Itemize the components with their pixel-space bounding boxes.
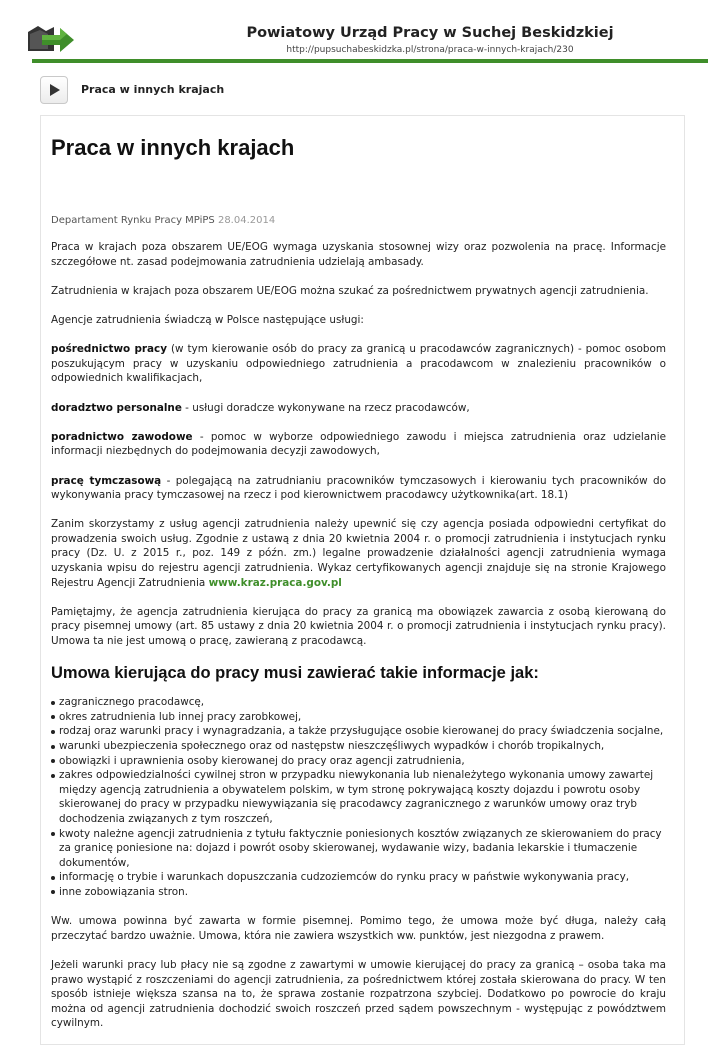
breadcrumb-button[interactable] [40,76,68,104]
service-desc: - usługi doradcze wykonywane na rzecz pracodawców, [181,401,470,414]
list-item: informację o trybie i warunkach dopuszczania cudzoziemców do rynku pracy w państwie wykonywania pracy, [51,870,666,885]
contract-info-list [51,695,666,899]
service-desc: (w tym kierowanie osób do pracy za granicą u pracodawców zagranicznych) - pomoc osobom poszukującym pracy w uzyskaniu odpowiedniego zatrudnienia a pracodawcom w znalezieniu pracowników o odpowiednich kwalifikacjach, [51,343,666,385]
service-desc: - polegającą na zatrudnianiu pracowników tymczasowych i kierowaniu tych pracowników do wykonywania pracy tymczasowej na rzecz i pod kierownictwem pracodawcy użytkownika(art. 18.1) [51,474,666,502]
header-divider [32,59,708,63]
service-item [51,474,666,503]
paragraph-text: Zanim skorzystamy z usług agencji zatrudnienia należy upewnić się czy agencja posiada odpowiedni certyfikat do prowadzenia swoich usług. Zgodnie z ustawą z dnia 20 kwietnia 2004 r. o promocji zatrudnienia i instytucjach rynku pracy (Dz. U. z 2015 r., poz. 149 z późn. zm.) legalne prowadzenie działalności agencji zatrudnienia wymaga uzyskania wpisu do rejestru agencji zatrudnienia. Wykaz certyfikowanych agencji znajduje się na stronie Krajowego Rejestru Agencji Zatrudnienia [51,518,666,589]
article-body [51,240,666,1045]
service-term: pracę tymczasową [51,474,162,487]
service-term: poradnictwo zawodowe [51,430,193,443]
paragraph [51,517,666,590]
service-item [51,401,666,416]
list-item: warunki ubezpieczenia społecznego oraz od następstw nieszczęśliwych wypadków i chorób tropikalnych, [51,739,666,754]
list-item: okres zatrudnienia lub innej pracy zarobkowej, [51,710,666,725]
paragraph: Jeżeli warunki pracy lub płacy nie są zgodne z zawartymi w umowie kierującej do pracy za granicą – osoba taka ma prawo wystąpić z roszczeniami do agencji zatrudnienia, za pośrednictwem której została skierowana do pracy. W ten sposób istnieje większa szansa na to, że sprawa zostanie rozpatrzona szybciej. Dodatkowo po powrocie do kraju można od agencji zatrudnienia dochodzić swoich roszczeń przed sądem powszechnym - występując z powództwem cywilnym. [51,958,666,1030]
list-item: zakres odpowiedzialności cywilnej stron w przypadku niewykonania lub nienależytego wykonania umowy zawartej między agencją zatrudnienia a obywatelem polskim, w tym stronę pokrywającą koszty dojazdu i powrotu osoby skierowanej do pracy w przypadku niewywiązania się pracodawcy zagranicznego z warunków umowy oraz tryb dochodzenia związanych z tym roszczeń, [51,768,666,826]
breadcrumb-label[interactable]: Praca w innych krajach [81,83,225,96]
article-container [40,115,685,1045]
service-desc: - pomoc w wyborze odpowiedniego zawodu i miejsca zatrudnienia oraz udzielanie informacji niezbędnych do podejmowania decyzji zawodowych, [51,430,666,458]
list-item: inne zobowiązania stron. [51,885,666,900]
page-title: Praca w innych krajach [51,135,295,160]
article-meta [51,214,275,229]
service-term: pośrednictwo pracy [51,343,167,356]
service-item [51,430,666,459]
paragraph: Praca w krajach poza obszarem UE/EOG wymaga uzyskania stosownej wizy oraz pozwolenia na pracę. Informacje szczegółowe nt. zasad podejmowania zatrudnienia udzielają ambasady. [51,241,666,268]
site-title: Powiatowy Urząd Pracy w Suchej Beskidzkiej [246,25,614,41]
list-item: obowiązki i uprawnienia osoby kierowanej do pracy oraz agencji zatrudnienia, [51,754,666,769]
service-item [51,342,666,386]
page-header [0,0,725,64]
paragraph: Ww. umowa powinna być zawarta w formie pisemnej. Pomimo tego, że umowa może być długa, należy całą przeczytać bardzo uważnie. Umowa, która nie zawiera wszystkich ww. punktów, jest niezgodna z prawem. [51,915,666,942]
list-item: kwoty należne agencji zatrudnienia z tytułu faktycznie poniesionych kosztów związanych ze skierowaniem do pracy za granicę poniesione na: dojazd i powrót osoby skierowanej, wydawanie wizy, badania lekarskie i tłumaczenie dokumentów, [51,827,666,871]
kraz-link[interactable]: www.kraz.praca.gov.pl [208,576,342,589]
service-term: doradztwo personalne [51,401,182,414]
article-author: Departament Rynku Pracy MPiPS [51,215,215,226]
list-item: rodzaj oraz warunki pracy i wynagradzania, a także przysługujące osobie kierowanej do pracy świadczenia socjalne, [51,724,666,739]
article-date: 28.04.2014 [217,215,276,226]
paragraph: Pamiętajmy, że agencja zatrudnienia kierująca do pracy za granicą ma obowiązek zawarcia z osobą kierowaną do pracy pisemnej umowy (art. 85 ustawy z dnia 20 kwietnia 2004 r. o promocji zatrudnienia i instytucjach rynku pracy). Umowa ta nie jest umową o pracę, zawieraną z pracodawcą. [51,605,666,648]
paragraph: Agencje zatrudnienia świadczą w Polsce następujące usługi: [51,313,364,326]
section-heading: Umowa kierująca do pracy musi zawierać takie informacje jak: [51,664,539,683]
paragraph: Zatrudnienia w krajach poza obszarem UE/EOG można szukać za pośrednictwem prywatnych agencji zatrudnienia. [51,284,649,297]
list-item: zagranicznego pracodawcę, [51,695,666,710]
logo-arrow-icon [24,22,76,56]
site-url[interactable]: http://pupsuchabeskidzka.pl/strona/praca-w-innych-krajach/230 [286,45,574,55]
play-arrow-icon [41,77,67,103]
